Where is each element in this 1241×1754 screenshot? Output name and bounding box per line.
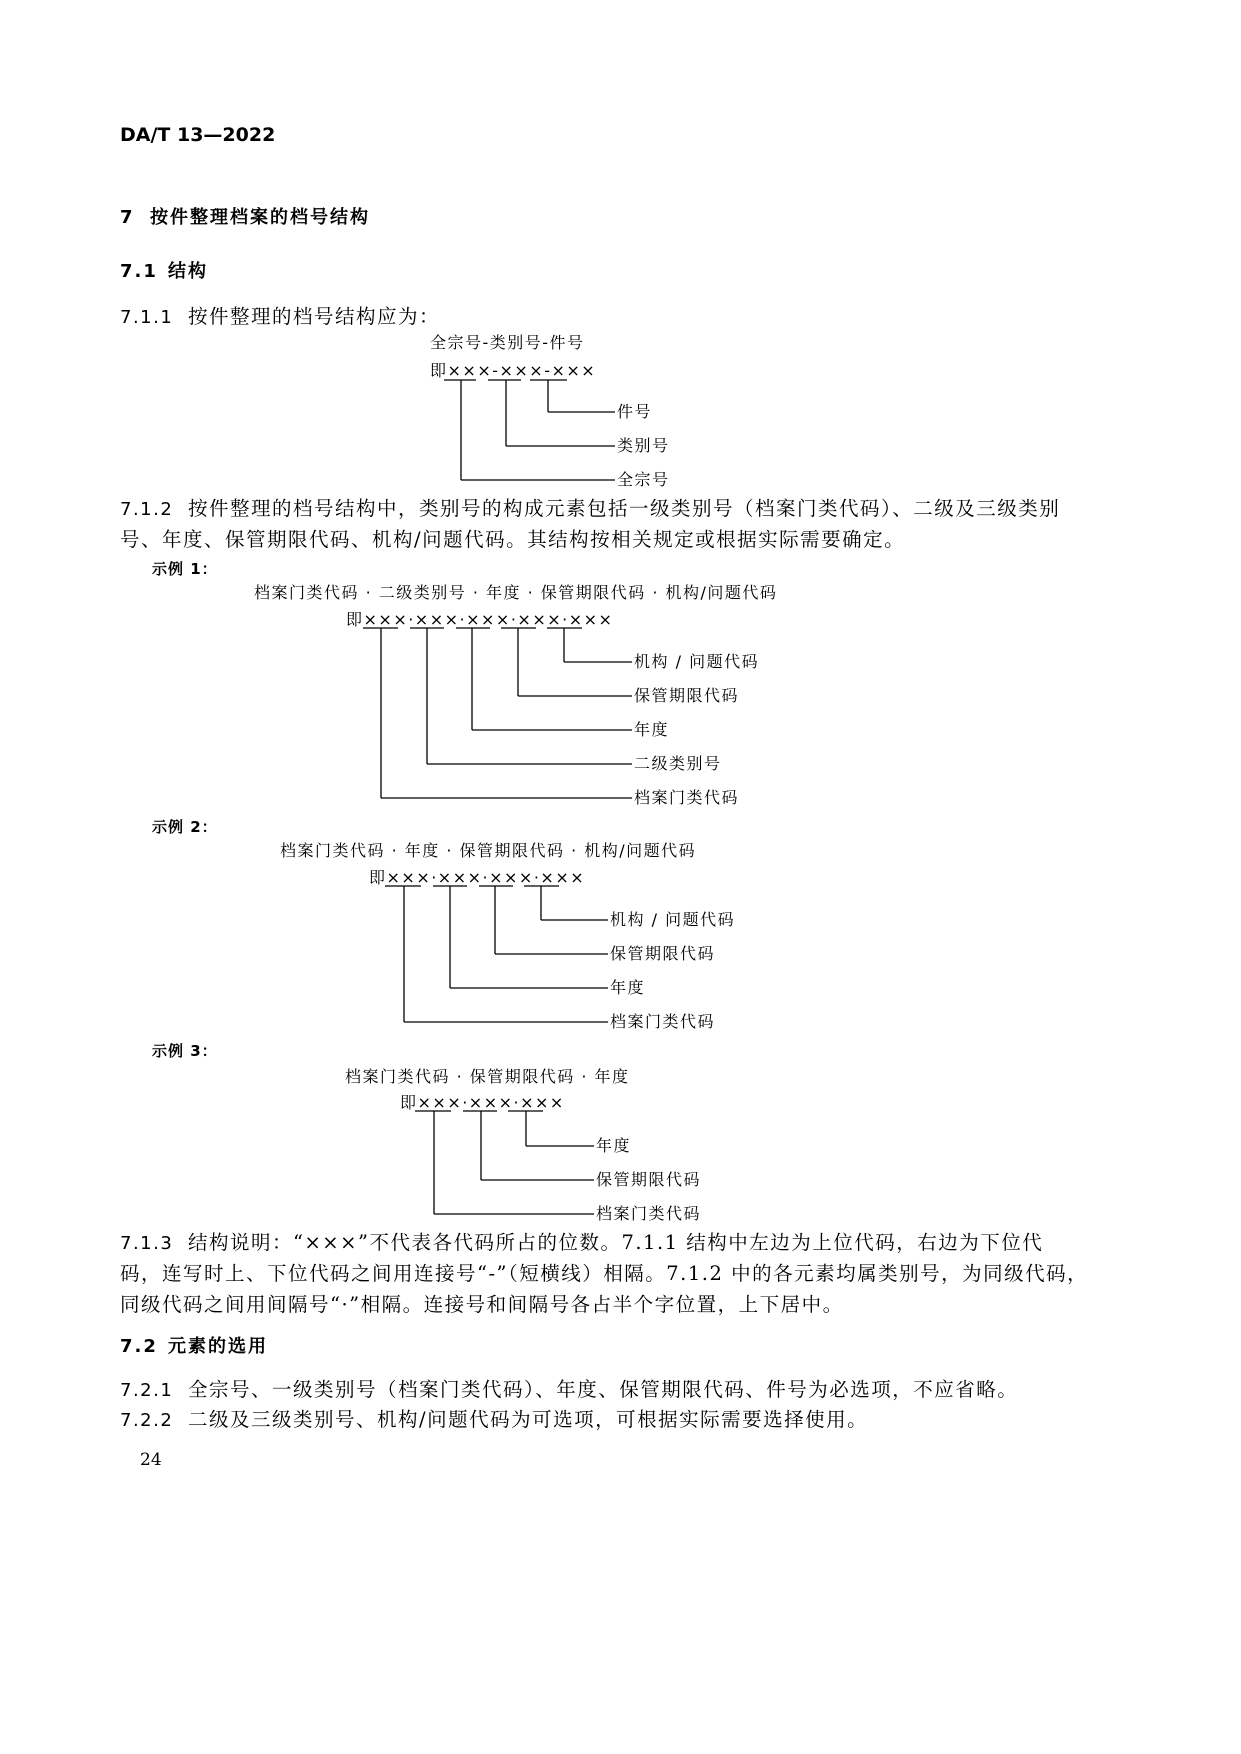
example-2-label: 示例 2： — [152, 818, 218, 836]
clause-number: 7.1.1 — [120, 307, 174, 328]
example-2-heading: 档案门类代码 · 年度 · 保管期限代码 · 机构/问题代码 — [280, 841, 697, 860]
example-3-label-item: 档案门类代码 — [596, 1204, 702, 1223]
example-1-label-item: 档案门类代码 — [634, 788, 740, 807]
example-1-label-item: 年度 — [634, 720, 670, 739]
example-1-label: 示例 1： — [152, 560, 218, 578]
diagram-0-label: 全宗号 — [617, 470, 670, 489]
section-number: 7.2 — [120, 1336, 158, 1357]
diagram-0-code: 即×××-×××-××× — [430, 361, 597, 380]
clause-text: 二级及三级类别号、机构/问题代码为可选项，可根据实际需要选择使用。 — [188, 1408, 869, 1431]
example-3-label: 示例 3： — [152, 1042, 218, 1060]
clause-number: 7.2.1 — [120, 1380, 174, 1401]
example-3-label-item: 保管期限代码 — [596, 1170, 702, 1189]
example-3-label-item: 年度 — [596, 1136, 632, 1155]
para-7-1-3-line: 码，连写时上、下位代码之间用连接号“-”（短横线）相隔。7.1.2 中的各元素均属类别号，为同级代码， — [120, 1262, 1089, 1285]
example-2-label-item: 档案门类代码 — [610, 1012, 716, 1031]
para-7-2-2 — [120, 1410, 868, 1430]
example-2-code: 即×××·×××·×××·××× — [369, 868, 586, 887]
example-1-heading: 档案门类代码 · 二级类别号 · 年度 · 保管期限代码 · 机构/问题代码 — [254, 583, 778, 602]
clause-text: 全宗号、一级类别号（档案门类代码）、年度、保管期限代码、件号为必选项，不应省略。 — [188, 1378, 1019, 1401]
example-2-label-item: 保管期限代码 — [610, 944, 716, 963]
para-7-1-2-line: 号、年度、保管期限代码、机构/问题代码。其结构按相关规定或根据实际需要确定。 — [120, 528, 906, 551]
para-7-1-3-line — [120, 1233, 1043, 1253]
doc-code: DA/T 13—2022 — [120, 124, 276, 146]
clause-number: 7.2.2 — [120, 1410, 174, 1431]
diagram-0-heading: 全宗号-类别号-件号 — [430, 333, 585, 352]
clause-number: 7.1.3 — [120, 1233, 174, 1254]
example-1-label-item: 二级类别号 — [634, 754, 722, 773]
example-2-label-item: 年度 — [610, 978, 646, 997]
clause-text: 按件整理的档号结构中，类别号的构成元素包括一级类别号（档案门类代码）、二级及三级类别 — [188, 497, 1061, 520]
example-1-label-item: 机构 / 问题代码 — [634, 652, 760, 671]
section-7-2-heading — [120, 1338, 268, 1356]
clause-text: 按件整理的档号结构应为： — [188, 305, 441, 328]
section-title: 按件整理档案的档号结构 — [150, 207, 370, 228]
section-number: 7 — [120, 207, 135, 228]
clause-text: 结构说明：“×××”不代表各代码所占的位数。7.1.1 结构中左边为上位代码，右边为下位代 — [188, 1231, 1044, 1254]
diagram-0-label: 件号 — [617, 402, 653, 421]
page-number: 24 — [140, 1450, 162, 1470]
example-1-label-item: 保管期限代码 — [634, 686, 740, 705]
section-number: 7.1 — [120, 261, 158, 282]
example-3-heading: 档案门类代码 · 保管期限代码 · 年度 — [345, 1067, 630, 1086]
section-title: 元素的选用 — [168, 1336, 268, 1357]
example-2-label-item: 机构 / 问题代码 — [610, 910, 736, 929]
para-7-1-3-line: 同级代码之间用间隔号“·”相隔。连接号和间隔号各占半个字位置，上下居中。 — [120, 1293, 844, 1316]
clause-number: 7.1.2 — [120, 499, 174, 520]
section-title: 结构 — [168, 261, 208, 282]
para-7-1-2-line — [120, 499, 1060, 519]
example-1-code: 即×××·×××·×××·×××·××× — [346, 610, 614, 629]
para-7-2-1 — [120, 1380, 1018, 1400]
diagram-0-label: 类别号 — [617, 436, 670, 455]
example-3-code: 即×××·×××·××× — [400, 1093, 565, 1112]
